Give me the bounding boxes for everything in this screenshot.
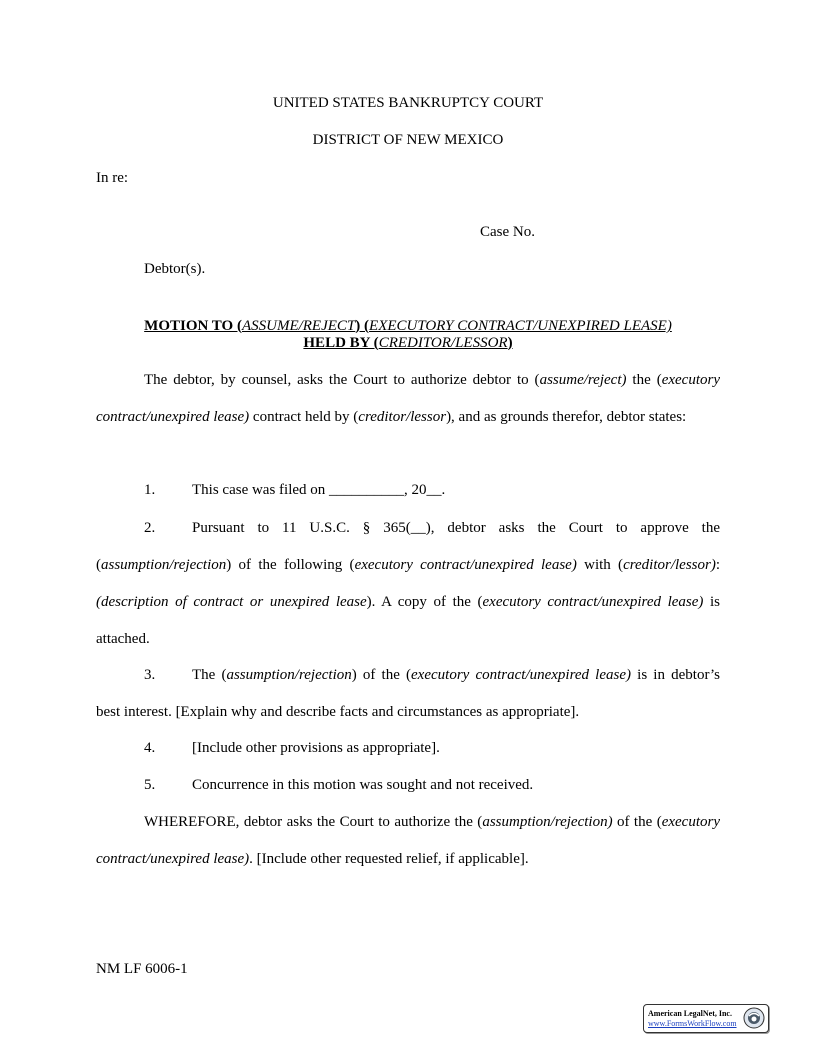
item-number: 3. [144, 667, 156, 683]
item-number: 4. [144, 740, 156, 756]
form-id: NM LF 6006-1 [96, 961, 188, 977]
provider-badge[interactable] [643, 1004, 769, 1033]
title-text: HELD BY ( [303, 335, 379, 351]
title-text: MOTION TO ( [144, 318, 242, 334]
item-2-paragraph: 2. Pursuant to 11 U.S.C. § 365(__), debtor asks the Court to approve the (assumption/rejection) of the following (executory contract/unexpired lease) with (creditor/lessor): (description of contract or unexpired lease). A copy of the (executory contract/unexpired lease) is attached. [96, 510, 720, 658]
motion-title [96, 318, 720, 352]
item-number: 2. [144, 520, 156, 536]
globe-logo-icon [743, 1007, 765, 1029]
title-text: ASSUME/REJECT [241, 318, 356, 334]
title-text: CREDITOR/LESSOR [378, 335, 508, 351]
item-text: This case was filed on __________, 20__. [192, 482, 446, 498]
case-number-label: Case No. [480, 224, 535, 240]
item-3-paragraph: 3. The (assumption/rejection) of the (executory contract/unexpired lease) is in debtor’s best interest. [Explain why and describe facts and circumstances as appropriate]. [96, 657, 720, 731]
title-text: EXECUTORY CONTRACT/UNEXPIRED LEASE) [369, 318, 672, 334]
item-number: 5. [144, 777, 156, 793]
district-name: DISTRICT OF NEW MEXICO [312, 132, 504, 148]
item-text: Concurrence in this motion was sought and not received. [192, 777, 534, 793]
in-re-label: In re: [96, 170, 129, 186]
wherefore-paragraph: WHEREFORE, debtor asks the Court to authorize the (assumption/rejection) of the (executory contract/unexpired lease). [Include other requested relief, if applicable]. [96, 814, 720, 867]
title-text: ) [507, 335, 513, 351]
debtors-label: Debtor(s). [144, 261, 206, 277]
title-text: ) ( [355, 318, 370, 334]
item-text: [Include other provisions as appropriate]. [192, 740, 440, 756]
badge-link[interactable]: www.FormsWorkFlow.com [648, 1019, 737, 1028]
court-name: UNITED STATES BANKRUPTCY COURT [272, 95, 544, 111]
intro-paragraph: The debtor, by counsel, asks the Court to authorize debtor to (assume/reject) the (executory contract/unexpired lease) contract held by (creditor/lessor), and as grounds therefor, debtor states: [96, 372, 720, 425]
badge-company: American LegalNet, Inc. [648, 1009, 732, 1018]
item-number: 1. [144, 482, 156, 498]
